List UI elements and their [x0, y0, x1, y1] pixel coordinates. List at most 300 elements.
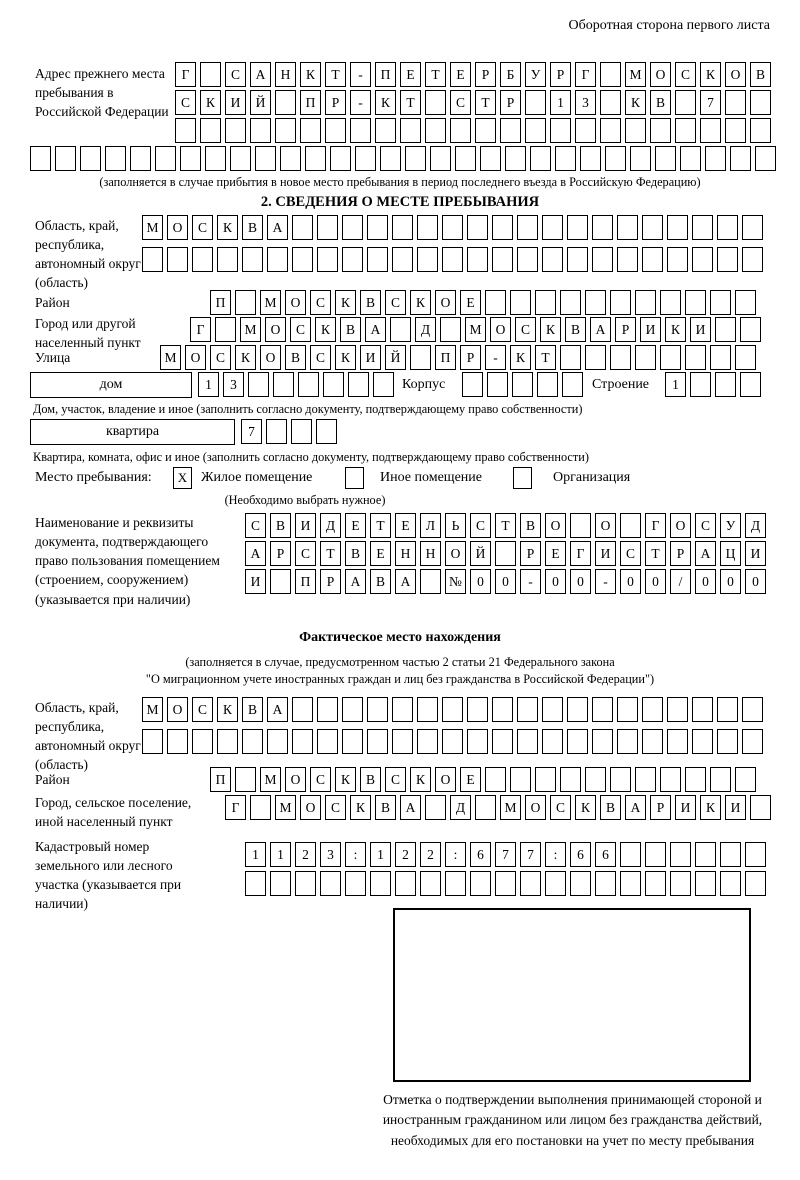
char-cell [291, 419, 312, 444]
char-cell: И [225, 90, 246, 115]
page-header-note: Оборотная сторона первого листа [568, 18, 770, 33]
char-cell [487, 372, 508, 397]
char-cell: : [445, 842, 466, 867]
char-cell: - [520, 569, 541, 594]
char-cell: В [370, 569, 391, 594]
char-cell: Т [475, 90, 496, 115]
char-cell: И [675, 795, 696, 820]
char-cell: В [242, 697, 263, 722]
char-cell [750, 795, 771, 820]
char-cell [80, 146, 101, 171]
document-label: Наименование и реквизиты документа, подтверждающего право пользования помещением (строением, сооружением) (указывается при наличии) [35, 515, 220, 607]
char-cell [667, 697, 688, 722]
region-row-2 [142, 247, 763, 272]
char-cell [592, 729, 613, 754]
char-cell: О [167, 697, 188, 722]
char-cell: И [295, 513, 316, 538]
korpus-label: Корпус [402, 377, 446, 392]
char-cell: С [175, 90, 196, 115]
char-cell [542, 697, 563, 722]
char-cell [317, 697, 338, 722]
char-cell: 6 [595, 842, 616, 867]
street-label: Улица [35, 350, 71, 365]
char-cell: Т [400, 90, 421, 115]
actual-city-label: Город, сельское поселение, иной населенный пункт [35, 795, 192, 830]
char-cell [717, 729, 738, 754]
char-cell [417, 729, 438, 754]
char-cell: К [540, 317, 561, 342]
checkbox-organization [513, 467, 532, 489]
char-cell [317, 247, 338, 272]
char-cell [317, 215, 338, 240]
char-cell [248, 372, 269, 397]
char-cell [155, 146, 176, 171]
char-cell [635, 767, 656, 792]
district-label: Район [35, 295, 70, 310]
korpus-row [462, 372, 583, 397]
checkbox-other-premises [345, 467, 364, 489]
char-cell [316, 419, 337, 444]
char-cell: С [192, 697, 213, 722]
char-cell [323, 372, 344, 397]
char-cell: А [345, 569, 366, 594]
char-cell [348, 372, 369, 397]
char-cell [695, 842, 716, 867]
char-cell: 1 [370, 842, 391, 867]
char-cell: О [265, 317, 286, 342]
char-cell [620, 513, 641, 538]
char-cell: А [395, 569, 416, 594]
char-cell [200, 118, 221, 143]
char-cell: 0 [570, 569, 591, 594]
char-cell: В [360, 767, 381, 792]
char-cell: Ь [445, 513, 466, 538]
char-cell [467, 247, 488, 272]
char-cell [230, 146, 251, 171]
char-cell: Р [520, 541, 541, 566]
char-cell: 7 [520, 842, 541, 867]
char-cell [645, 842, 666, 867]
char-cell [517, 729, 538, 754]
char-cell: С [695, 513, 716, 538]
char-cell: № [445, 569, 466, 594]
char-cell [725, 118, 746, 143]
char-cell: 3 [320, 842, 341, 867]
char-cell [420, 569, 441, 594]
char-cell [535, 767, 556, 792]
char-cell: : [545, 842, 566, 867]
char-cell [292, 729, 313, 754]
char-cell [55, 146, 76, 171]
char-cell [717, 247, 738, 272]
actual-location-note-1: (заполняется в случае, предусмотренном частью 2 статьи 21 Федерального закона [185, 655, 615, 669]
char-cell: К [217, 697, 238, 722]
char-cell: / [670, 569, 691, 594]
char-cell: 1 [245, 842, 266, 867]
char-cell [542, 729, 563, 754]
char-cell [730, 146, 751, 171]
char-cell [660, 290, 681, 315]
char-cell [542, 247, 563, 272]
char-cell [405, 146, 426, 171]
char-cell [442, 697, 463, 722]
char-cell [660, 767, 681, 792]
char-cell: С [310, 767, 331, 792]
char-cell: О [435, 290, 456, 315]
char-cell: У [720, 513, 741, 538]
organization-label: Организация [553, 470, 631, 485]
char-cell [670, 842, 691, 867]
char-cell: Р [650, 795, 671, 820]
char-cell [215, 317, 236, 342]
char-cell [492, 215, 513, 240]
char-cell [512, 372, 533, 397]
char-cell: Т [645, 541, 666, 566]
document-row-1 [245, 513, 766, 538]
char-cell: Г [645, 513, 666, 538]
char-cell: В [650, 90, 671, 115]
char-cell [345, 871, 366, 896]
char-cell: М [160, 345, 181, 370]
char-cell [642, 247, 663, 272]
char-cell: Т [495, 513, 516, 538]
char-cell: И [690, 317, 711, 342]
char-cell: Е [450, 62, 471, 87]
char-cell [755, 146, 776, 171]
char-cell: 7 [700, 90, 721, 115]
char-cell: К [217, 215, 238, 240]
char-cell [715, 317, 736, 342]
char-cell: Б [500, 62, 521, 87]
char-cell: Г [225, 795, 246, 820]
char-cell [600, 62, 621, 87]
char-cell [270, 569, 291, 594]
char-cell [30, 146, 51, 171]
actual-location-note-2: "О миграционном учете иностранных граждан и лиц без гражданства в Российской Федерации") [145, 672, 655, 686]
char-cell [635, 345, 656, 370]
char-cell [525, 118, 546, 143]
char-cell: П [375, 62, 396, 87]
char-cell [742, 247, 763, 272]
char-cell [642, 729, 663, 754]
char-cell [740, 372, 761, 397]
char-cell [735, 345, 756, 370]
char-cell [742, 729, 763, 754]
char-cell [742, 697, 763, 722]
char-cell: Р [670, 541, 691, 566]
char-cell: И [725, 795, 746, 820]
char-cell [525, 90, 546, 115]
char-cell: Д [745, 513, 766, 538]
char-cell: 1 [665, 372, 686, 397]
char-cell [530, 146, 551, 171]
char-cell: Н [395, 541, 416, 566]
char-cell: С [310, 345, 331, 370]
char-cell [542, 215, 563, 240]
char-cell: К [335, 767, 356, 792]
char-cell: А [695, 541, 716, 566]
prev-address-label: Адрес прежнего места пребывания в Российской Федерации [35, 66, 169, 120]
char-cell: К [315, 317, 336, 342]
char-cell [442, 729, 463, 754]
char-cell: 0 [495, 569, 516, 594]
char-cell [275, 118, 296, 143]
char-cell [325, 118, 346, 143]
char-cell [392, 215, 413, 240]
char-cell [367, 729, 388, 754]
char-cell [720, 871, 741, 896]
char-cell: С [225, 62, 246, 87]
char-cell [367, 697, 388, 722]
char-cell [242, 729, 263, 754]
char-cell [610, 290, 631, 315]
char-cell [635, 290, 656, 315]
char-cell: 1 [270, 842, 291, 867]
char-cell [595, 871, 616, 896]
char-cell [705, 146, 726, 171]
char-cell: В [360, 290, 381, 315]
char-cell [266, 419, 287, 444]
char-cell [517, 697, 538, 722]
cadastral-label: Кадастровый номер земельного или лесного участка (указывается при наличии) [35, 839, 182, 912]
char-cell [620, 842, 641, 867]
char-cell [585, 767, 606, 792]
char-cell [667, 729, 688, 754]
district-row [210, 290, 756, 315]
char-cell: О [260, 345, 281, 370]
char-cell: И [595, 541, 616, 566]
char-cell [205, 146, 226, 171]
char-cell [695, 871, 716, 896]
char-cell [450, 118, 471, 143]
char-cell: 1 [550, 90, 571, 115]
char-cell [642, 697, 663, 722]
char-cell [570, 513, 591, 538]
char-cell [267, 247, 288, 272]
actual-district-row [210, 767, 756, 792]
char-cell: С [385, 767, 406, 792]
char-cell: И [245, 569, 266, 594]
char-cell [567, 697, 588, 722]
char-cell [245, 871, 266, 896]
char-cell: А [590, 317, 611, 342]
char-cell: А [365, 317, 386, 342]
city-label: Город или другой населенный пункт [35, 316, 141, 351]
char-cell [417, 247, 438, 272]
char-cell [235, 767, 256, 792]
char-cell: О [285, 290, 306, 315]
char-cell [225, 118, 246, 143]
actual-region-label: Область, край, республика, автономный округ (область) [35, 700, 141, 773]
char-cell [685, 767, 706, 792]
char-cell [355, 146, 376, 171]
char-cell [670, 871, 691, 896]
char-cell [142, 729, 163, 754]
char-cell: - [595, 569, 616, 594]
stroenie-label: Строение [592, 377, 650, 392]
char-cell [495, 871, 516, 896]
cadastral-row-1 [245, 842, 766, 867]
actual-city-row [225, 795, 771, 820]
char-cell [255, 146, 276, 171]
char-cell [292, 215, 313, 240]
char-cell: Р [615, 317, 636, 342]
char-cell: О [650, 62, 671, 87]
char-cell: Е [370, 541, 391, 566]
char-cell: К [700, 795, 721, 820]
char-cell [692, 247, 713, 272]
char-cell: К [335, 290, 356, 315]
stamp-box [393, 908, 751, 1082]
char-cell [537, 372, 558, 397]
residential-label: Жилое помещение [201, 470, 313, 485]
char-cell [367, 215, 388, 240]
char-cell: М [275, 795, 296, 820]
char-cell [535, 290, 556, 315]
char-cell [630, 146, 651, 171]
char-cell: К [510, 345, 531, 370]
char-cell: 2 [395, 842, 416, 867]
char-cell: Г [575, 62, 596, 87]
char-cell: В [345, 541, 366, 566]
char-cell [298, 372, 319, 397]
stamp-caption: Отметка о подтверждении выполнения принимающей стороной и иностранным гражданином или лицом без гражданства действий, необходимых для его постановки на учет по месту пребывания [382, 1092, 763, 1148]
stroenie-row [665, 372, 761, 397]
char-cell: Г [570, 541, 591, 566]
char-cell [430, 146, 451, 171]
char-cell [467, 697, 488, 722]
char-cell: М [625, 62, 646, 87]
char-cell [470, 871, 491, 896]
char-cell: А [267, 215, 288, 240]
char-cell [180, 146, 201, 171]
char-cell [417, 697, 438, 722]
char-cell [585, 345, 606, 370]
char-cell [517, 247, 538, 272]
char-cell: 0 [645, 569, 666, 594]
char-cell: С [620, 541, 641, 566]
actual-district-label: Район [35, 772, 70, 787]
char-cell: О [445, 541, 466, 566]
char-cell: К [350, 795, 371, 820]
char-cell: К [410, 767, 431, 792]
char-cell [555, 146, 576, 171]
char-cell [592, 215, 613, 240]
char-cell: П [300, 90, 321, 115]
char-cell: К [300, 62, 321, 87]
char-cell [267, 729, 288, 754]
char-cell [250, 118, 271, 143]
char-cell [280, 146, 301, 171]
char-cell [655, 146, 676, 171]
char-cell [235, 290, 256, 315]
stay-type-label: Место пребывания: [35, 470, 152, 485]
char-cell: С [515, 317, 536, 342]
char-cell [692, 697, 713, 722]
char-cell: П [210, 767, 231, 792]
char-cell: 0 [745, 569, 766, 594]
char-cell: М [240, 317, 261, 342]
char-cell [680, 146, 701, 171]
char-cell: 3 [575, 90, 596, 115]
char-cell: Т [425, 62, 446, 87]
char-cell: С [310, 290, 331, 315]
char-cell: 0 [470, 569, 491, 594]
char-cell [142, 247, 163, 272]
char-cell: 1 [198, 372, 219, 397]
char-cell [520, 871, 541, 896]
char-cell [720, 842, 741, 867]
char-cell [492, 247, 513, 272]
char-cell [442, 247, 463, 272]
char-cell: В [750, 62, 771, 87]
char-cell [570, 871, 591, 896]
checkbox-residential: X [173, 467, 192, 489]
char-cell: С [450, 90, 471, 115]
char-cell: П [210, 290, 231, 315]
char-cell [217, 729, 238, 754]
cadastral-row-2 [245, 871, 766, 896]
char-cell: С [675, 62, 696, 87]
char-cell [610, 767, 631, 792]
char-cell [617, 247, 638, 272]
char-cell: Р [325, 90, 346, 115]
char-cell [392, 247, 413, 272]
char-cell [742, 215, 763, 240]
char-cell: А [250, 62, 271, 87]
char-cell [495, 541, 516, 566]
char-cell [395, 871, 416, 896]
char-cell [317, 729, 338, 754]
house-row [198, 372, 394, 397]
char-cell [617, 697, 638, 722]
char-cell: С [210, 345, 231, 370]
char-cell: Г [175, 62, 196, 87]
char-cell [420, 871, 441, 896]
char-cell [320, 871, 341, 896]
char-cell: О [300, 795, 321, 820]
apartment-label-box: квартира [30, 419, 235, 445]
char-cell [500, 118, 521, 143]
char-cell: 0 [545, 569, 566, 594]
house-label-box: дом [30, 372, 192, 398]
char-cell [685, 290, 706, 315]
char-cell: О [545, 513, 566, 538]
char-cell: Р [475, 62, 496, 87]
char-cell [342, 697, 363, 722]
char-cell [410, 345, 431, 370]
char-cell [735, 767, 756, 792]
prev-address-row-1 [175, 62, 771, 87]
char-cell [492, 729, 513, 754]
char-cell [580, 146, 601, 171]
char-cell [273, 372, 294, 397]
char-cell: В [565, 317, 586, 342]
char-cell: Е [345, 513, 366, 538]
char-cell: Н [275, 62, 296, 87]
char-cell [617, 215, 638, 240]
char-cell [417, 215, 438, 240]
char-cell [380, 146, 401, 171]
char-cell: М [142, 215, 163, 240]
char-cell: Й [385, 345, 406, 370]
char-cell [217, 247, 238, 272]
char-cell [675, 118, 696, 143]
char-cell: Д [415, 317, 436, 342]
char-cell [485, 767, 506, 792]
char-cell: 2 [295, 842, 316, 867]
char-cell [600, 118, 621, 143]
